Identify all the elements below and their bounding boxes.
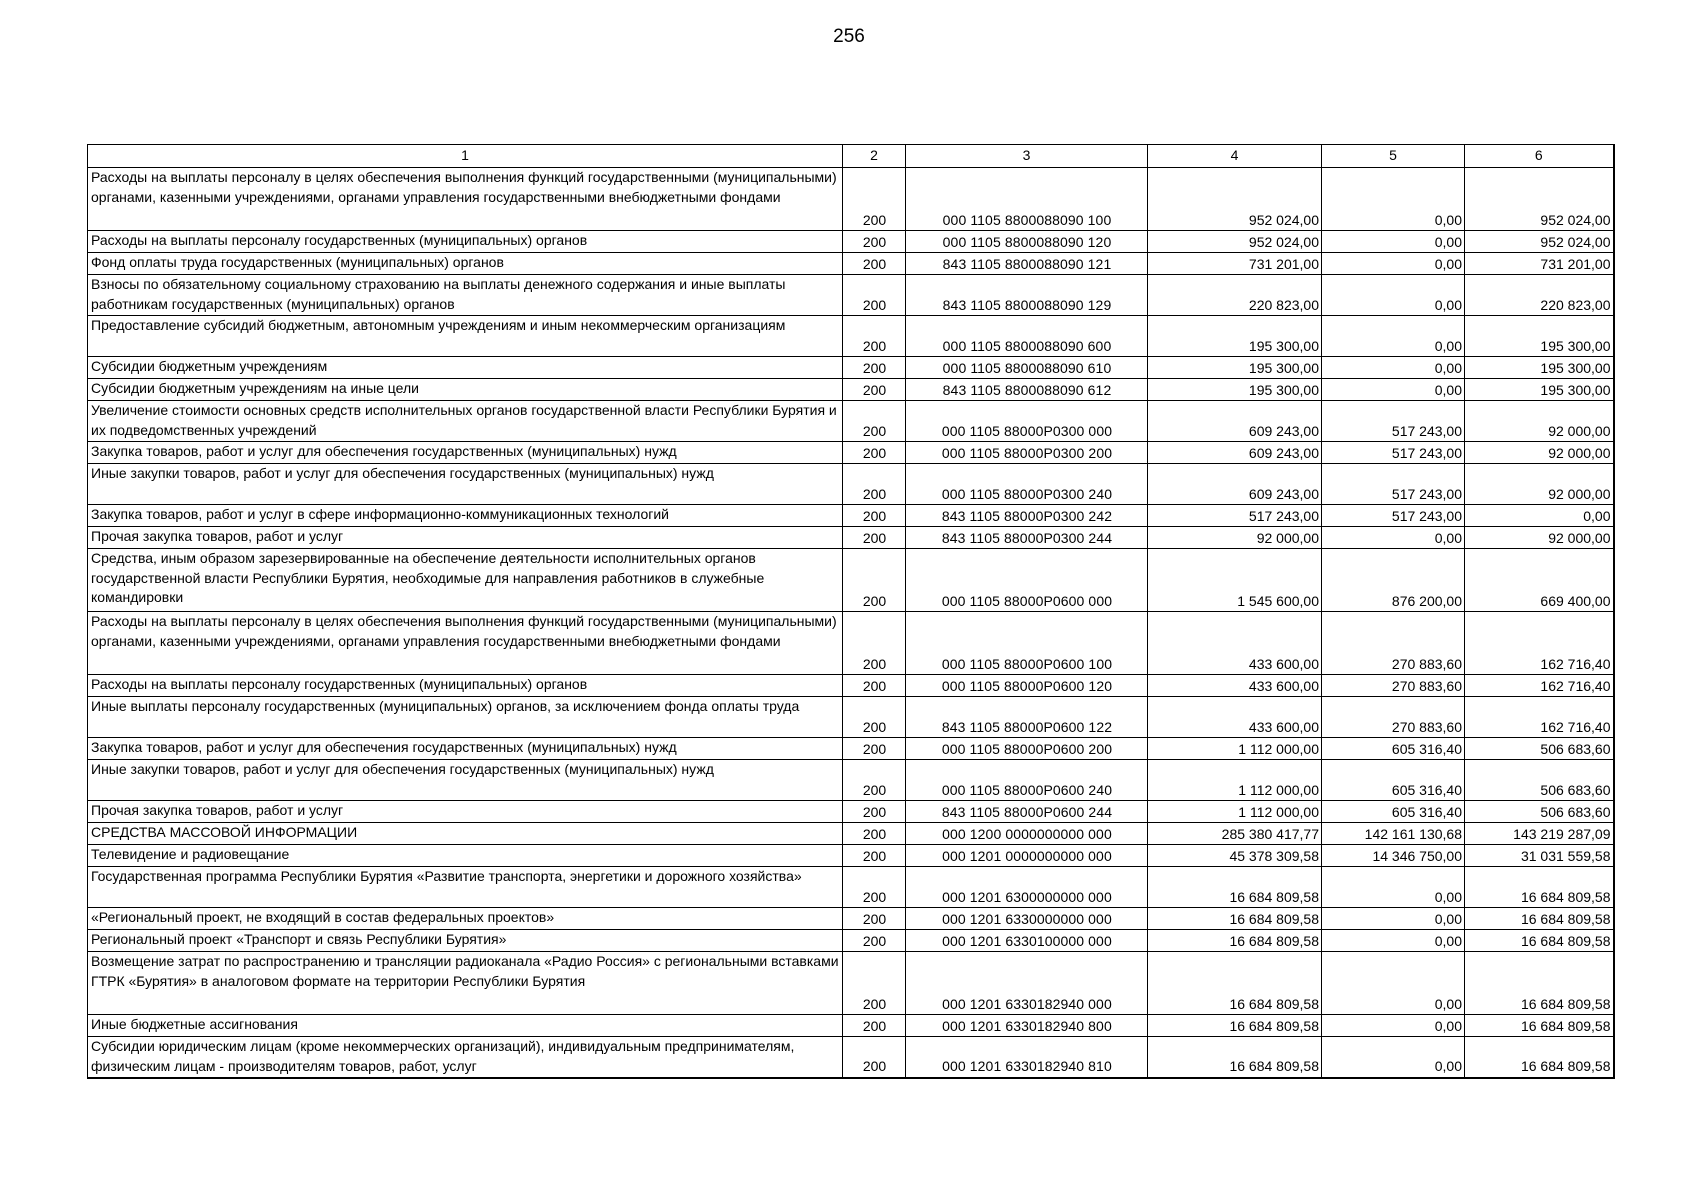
- row-col5-cell: 0,00: [1322, 930, 1465, 952]
- column-header: 1: [88, 145, 843, 168]
- column-header: 5: [1322, 145, 1465, 168]
- row-name-cell: Закупка товаров, работ и услуг для обеспечения государственных (муниципальных) нужд: [88, 442, 843, 464]
- row-col4-cell: 195 300,00: [1148, 357, 1322, 379]
- row-kbk-cell: 000 1200 0000000000 000: [906, 823, 1148, 845]
- column-header: 2: [843, 145, 906, 168]
- row-col5-cell: 0,00: [1322, 316, 1465, 357]
- row-name-cell: Фонд оплаты труда государственных (муниципальных) органов: [88, 253, 843, 275]
- row-col5-cell: 0,00: [1322, 231, 1465, 253]
- row-kbk-cell: 843 1105 8800088090 612: [906, 379, 1148, 401]
- row-kbk-cell: 843 1105 88000P0600 122: [906, 697, 1148, 738]
- row-kbk-cell: 843 1105 88000P0300 242: [906, 505, 1148, 527]
- row-col5-cell: 0,00: [1322, 952, 1465, 1015]
- row-name-cell: Закупка товаров, работ и услуг в сфере информационно-коммуникационных технологий: [88, 505, 843, 527]
- row-col5-cell: 0,00: [1322, 379, 1465, 401]
- row-name-cell: Субсидии бюджетным учреждениям: [88, 357, 843, 379]
- row-col5-cell: 0,00: [1322, 1037, 1465, 1078]
- row-name-cell: «Региональный проект, не входящий в состав федеральных проектов»: [88, 908, 843, 930]
- row-col5-cell: 270 883,60: [1322, 697, 1465, 738]
- row-kbk-cell: 000 1105 8800088090 120: [906, 231, 1148, 253]
- row-col4-cell: 517 243,00: [1148, 505, 1322, 527]
- row-col6-cell: 16 684 809,58: [1465, 1037, 1614, 1078]
- row-code-cell: 200: [843, 379, 906, 401]
- column-header: 3: [906, 145, 1148, 168]
- row-name-cell: СРЕДСТВА МАССОВОЙ ИНФОРМАЦИИ: [88, 823, 843, 845]
- row-name-cell: Средства, иным образом зарезервированные на обеспечение деятельности исполнительных органов государственной власти Республики Бурятия, необходимые для направления работников в служебные командировки: [88, 549, 843, 612]
- row-col5-cell: 517 243,00: [1322, 505, 1465, 527]
- row-name-cell: Взносы по обязательному социальному страхованию на выплаты денежного содержания и иные выплаты работникам государственных (муниципальных) органов: [88, 275, 843, 316]
- table-row: [88, 401, 1614, 442]
- row-col6-cell: 16 684 809,58: [1465, 867, 1614, 908]
- row-col6-cell: 92 000,00: [1465, 442, 1614, 464]
- table-row: [88, 464, 1614, 505]
- row-col6-cell: 669 400,00: [1465, 549, 1614, 612]
- row-kbk-cell: 000 1105 88000P0300 200: [906, 442, 1148, 464]
- row-name-cell: Телевидение и радиовещание: [88, 845, 843, 867]
- row-col5-cell: 0,00: [1322, 168, 1465, 231]
- row-kbk-cell: 000 1105 8800088090 600: [906, 316, 1148, 357]
- row-col4-cell: 16 684 809,58: [1148, 952, 1322, 1015]
- table-row: [88, 275, 1614, 316]
- table-row: [88, 952, 1614, 1015]
- row-kbk-cell: 843 1105 88000P0300 244: [906, 527, 1148, 549]
- row-code-cell: 200: [843, 930, 906, 952]
- row-col4-cell: 285 380 417,77: [1148, 823, 1322, 845]
- row-col6-cell: 143 219 287,09: [1465, 823, 1614, 845]
- row-col5-cell: 270 883,60: [1322, 612, 1465, 675]
- row-col4-cell: 195 300,00: [1148, 316, 1322, 357]
- row-kbk-cell: 000 1105 8800088090 610: [906, 357, 1148, 379]
- table-row: [88, 316, 1614, 357]
- row-col5-cell: 876 200,00: [1322, 549, 1465, 612]
- row-code-cell: 200: [843, 738, 906, 760]
- table-row: [88, 253, 1614, 275]
- row-kbk-cell: 000 1105 88000P0600 000: [906, 549, 1148, 612]
- row-col4-cell: 952 024,00: [1148, 168, 1322, 231]
- row-col6-cell: 16 684 809,58: [1465, 908, 1614, 930]
- row-col5-cell: 0,00: [1322, 527, 1465, 549]
- row-code-cell: 200: [843, 527, 906, 549]
- row-col5-cell: 517 243,00: [1322, 401, 1465, 442]
- row-col6-cell: 506 683,60: [1465, 760, 1614, 801]
- table-row: [88, 867, 1614, 908]
- row-col6-cell: 506 683,60: [1465, 801, 1614, 823]
- row-code-cell: 200: [843, 549, 906, 612]
- row-kbk-cell: 000 1105 88000P0600 100: [906, 612, 1148, 675]
- row-name-cell: Прочая закупка товаров, работ и услуг: [88, 801, 843, 823]
- row-col6-cell: 506 683,60: [1465, 738, 1614, 760]
- row-kbk-cell: 000 1201 6330000000 000: [906, 908, 1148, 930]
- row-col4-cell: 220 823,00: [1148, 275, 1322, 316]
- row-col4-cell: 609 243,00: [1148, 401, 1322, 442]
- row-code-cell: 200: [843, 908, 906, 930]
- table-row: [88, 697, 1614, 738]
- row-code-cell: 200: [843, 464, 906, 505]
- row-name-cell: Государственная программа Республики Бурятия «Развитие транспорта, энергетики и дорожного хозяйства»: [88, 867, 843, 908]
- row-col5-cell: 605 316,40: [1322, 738, 1465, 760]
- table-row: [88, 231, 1614, 253]
- row-col6-cell: 220 823,00: [1465, 275, 1614, 316]
- row-kbk-cell: 000 1105 88000P0300 240: [906, 464, 1148, 505]
- table-row: [88, 823, 1614, 845]
- row-col4-cell: 731 201,00: [1148, 253, 1322, 275]
- row-code-cell: 200: [843, 823, 906, 845]
- table-row: [88, 168, 1614, 231]
- row-code-cell: 200: [843, 612, 906, 675]
- row-kbk-cell: 000 1201 6300000000 000: [906, 867, 1148, 908]
- row-name-cell: Прочая закупка товаров, работ и услуг: [88, 527, 843, 549]
- row-col4-cell: 433 600,00: [1148, 697, 1322, 738]
- row-col4-cell: 1 112 000,00: [1148, 760, 1322, 801]
- row-code-cell: 200: [843, 357, 906, 379]
- table-row: [88, 1015, 1614, 1037]
- row-kbk-cell: 000 1201 6330182940 810: [906, 1037, 1148, 1078]
- column-header: 6: [1465, 145, 1614, 168]
- row-col4-cell: 16 684 809,58: [1148, 1037, 1322, 1078]
- row-col4-cell: 16 684 809,58: [1148, 867, 1322, 908]
- row-code-cell: 200: [843, 168, 906, 231]
- row-col6-cell: 16 684 809,58: [1465, 930, 1614, 952]
- table-row: [88, 738, 1614, 760]
- row-name-cell: Региональный проект «Транспорт и связь Республики Бурятия»: [88, 930, 843, 952]
- row-col4-cell: 92 000,00: [1148, 527, 1322, 549]
- row-col5-cell: 605 316,40: [1322, 801, 1465, 823]
- row-kbk-cell: 000 1201 6330100000 000: [906, 930, 1148, 952]
- row-col6-cell: 92 000,00: [1465, 527, 1614, 549]
- row-name-cell: Иные закупки товаров, работ и услуг для обеспечения государственных (муниципальных) нужд: [88, 464, 843, 505]
- table-row: [88, 930, 1614, 952]
- column-header: 4: [1148, 145, 1322, 168]
- row-name-cell: Расходы на выплаты персоналу в целях обеспечения выполнения функций государственными (муниципальными) органами, казенными учреждениями, органами управления государственными внебюджетными фондами: [88, 168, 843, 231]
- table-row: [88, 442, 1614, 464]
- table-row: [88, 357, 1614, 379]
- row-col4-cell: 1 545 600,00: [1148, 549, 1322, 612]
- row-kbk-cell: 000 1201 0000000000 000: [906, 845, 1148, 867]
- row-name-cell: Закупка товаров, работ и услуг для обеспечения государственных (муниципальных) нужд: [88, 738, 843, 760]
- row-code-cell: 200: [843, 697, 906, 738]
- row-name-cell: Субсидии бюджетным учреждениям на иные цели: [88, 379, 843, 401]
- row-col6-cell: 195 300,00: [1465, 379, 1614, 401]
- row-code-cell: 200: [843, 316, 906, 357]
- row-col5-cell: 0,00: [1322, 253, 1465, 275]
- table-row: [88, 612, 1614, 675]
- row-col4-cell: 952 024,00: [1148, 231, 1322, 253]
- header-row: [88, 145, 1614, 168]
- row-col6-cell: 162 716,40: [1465, 612, 1614, 675]
- row-col4-cell: 45 378 309,58: [1148, 845, 1322, 867]
- table-row: [88, 845, 1614, 867]
- row-code-cell: 200: [843, 760, 906, 801]
- row-name-cell: Расходы на выплаты персоналу государственных (муниципальных) органов: [88, 675, 843, 697]
- row-col5-cell: 517 243,00: [1322, 442, 1465, 464]
- row-kbk-cell: 000 1201 6330182940 800: [906, 1015, 1148, 1037]
- row-kbk-cell: 000 1105 88000P0300 000: [906, 401, 1148, 442]
- row-col6-cell: 92 000,00: [1465, 401, 1614, 442]
- row-name-cell: Предоставление субсидий бюджетным, автономным учреждениям и иным некоммерческим организациям: [88, 316, 843, 357]
- row-col4-cell: 1 112 000,00: [1148, 801, 1322, 823]
- row-col5-cell: 0,00: [1322, 357, 1465, 379]
- row-col6-cell: 162 716,40: [1465, 697, 1614, 738]
- row-name-cell: Иные бюджетные ассигнования: [88, 1015, 843, 1037]
- row-col4-cell: 16 684 809,58: [1148, 930, 1322, 952]
- row-col4-cell: 433 600,00: [1148, 675, 1322, 697]
- row-code-cell: 200: [843, 1037, 906, 1078]
- row-col4-cell: 609 243,00: [1148, 464, 1322, 505]
- row-code-cell: 200: [843, 253, 906, 275]
- row-code-cell: 200: [843, 231, 906, 253]
- row-code-cell: 200: [843, 275, 906, 316]
- row-col6-cell: 195 300,00: [1465, 316, 1614, 357]
- row-name-cell: Возмещение затрат по распространению и трансляции радиоканала «Радио Россия» с региональными вставками ГТРК «Бурятия» в аналоговом формате на территории Республики Бурятия: [88, 952, 843, 1015]
- row-col6-cell: 162 716,40: [1465, 675, 1614, 697]
- row-col4-cell: 609 243,00: [1148, 442, 1322, 464]
- row-col5-cell: 270 883,60: [1322, 675, 1465, 697]
- row-code-cell: 200: [843, 801, 906, 823]
- row-col6-cell: 16 684 809,58: [1465, 952, 1614, 1015]
- row-col6-cell: 952 024,00: [1465, 168, 1614, 231]
- row-col5-cell: 517 243,00: [1322, 464, 1465, 505]
- row-name-cell: Субсидии юридическим лицам (кроме некоммерческих организаций), индивидуальным предпринимателям, физическим лицам - производителям товаров, работ, услуг: [88, 1037, 843, 1078]
- table-row: [88, 527, 1614, 549]
- row-kbk-cell: 000 1105 88000P0600 240: [906, 760, 1148, 801]
- row-col6-cell: 16 684 809,58: [1465, 1015, 1614, 1037]
- table-row: [88, 908, 1614, 930]
- row-code-cell: 200: [843, 505, 906, 527]
- row-kbk-cell: 000 1105 88000P0600 120: [906, 675, 1148, 697]
- table-row: [88, 675, 1614, 697]
- row-col6-cell: 0,00: [1465, 505, 1614, 527]
- row-name-cell: Увеличение стоимости основных средств исполнительных органов государственной власти Республики Бурятия и их подведомственных учреждений: [88, 401, 843, 442]
- row-col6-cell: 731 201,00: [1465, 253, 1614, 275]
- row-col5-cell: 0,00: [1322, 1015, 1465, 1037]
- table-row: [88, 801, 1614, 823]
- row-col6-cell: 952 024,00: [1465, 231, 1614, 253]
- row-name-cell: Иные выплаты персоналу государственных (муниципальных) органов, за исключением фонда оплаты труда: [88, 697, 843, 738]
- row-col5-cell: 605 316,40: [1322, 760, 1465, 801]
- row-col6-cell: 92 000,00: [1465, 464, 1614, 505]
- table-row: [88, 549, 1614, 612]
- row-col6-cell: 195 300,00: [1465, 357, 1614, 379]
- row-col5-cell: 0,00: [1322, 275, 1465, 316]
- row-kbk-cell: 843 1105 8800088090 121: [906, 253, 1148, 275]
- row-code-cell: 200: [843, 401, 906, 442]
- table-row: [88, 760, 1614, 801]
- row-col5-cell: 0,00: [1322, 908, 1465, 930]
- row-col4-cell: 16 684 809,58: [1148, 908, 1322, 930]
- row-col5-cell: 0,00: [1322, 867, 1465, 908]
- row-code-cell: 200: [843, 952, 906, 1015]
- row-col4-cell: 195 300,00: [1148, 379, 1322, 401]
- row-col4-cell: 433 600,00: [1148, 612, 1322, 675]
- row-col4-cell: 16 684 809,58: [1148, 1015, 1322, 1037]
- row-col5-cell: 142 161 130,68: [1322, 823, 1465, 845]
- table-row: [88, 505, 1614, 527]
- row-name-cell: Иные закупки товаров, работ и услуг для обеспечения государственных (муниципальных) нужд: [88, 760, 843, 801]
- table-row: [88, 1037, 1614, 1078]
- row-col6-cell: 31 031 559,58: [1465, 845, 1614, 867]
- row-kbk-cell: 000 1201 6330182940 000: [906, 952, 1148, 1015]
- row-kbk-cell: 843 1105 8800088090 129: [906, 275, 1148, 316]
- row-code-cell: 200: [843, 442, 906, 464]
- page-number: 256: [833, 26, 865, 47]
- budget-table: [87, 144, 1615, 1079]
- row-name-cell: Расходы на выплаты персоналу в целях обеспечения выполнения функций государственными (муниципальными) органами, казенными учреждениями, органами управления государственными внебюджетными фондами: [88, 612, 843, 675]
- row-code-cell: 200: [843, 845, 906, 867]
- row-kbk-cell: 000 1105 88000P0600 200: [906, 738, 1148, 760]
- row-code-cell: 200: [843, 867, 906, 908]
- row-kbk-cell: 843 1105 88000P0600 244: [906, 801, 1148, 823]
- row-code-cell: 200: [843, 675, 906, 697]
- row-col5-cell: 14 346 750,00: [1322, 845, 1465, 867]
- table-row: [88, 379, 1614, 401]
- row-code-cell: 200: [843, 1015, 906, 1037]
- row-col4-cell: 1 112 000,00: [1148, 738, 1322, 760]
- row-kbk-cell: 000 1105 8800088090 100: [906, 168, 1148, 231]
- row-name-cell: Расходы на выплаты персоналу государственных (муниципальных) органов: [88, 231, 843, 253]
